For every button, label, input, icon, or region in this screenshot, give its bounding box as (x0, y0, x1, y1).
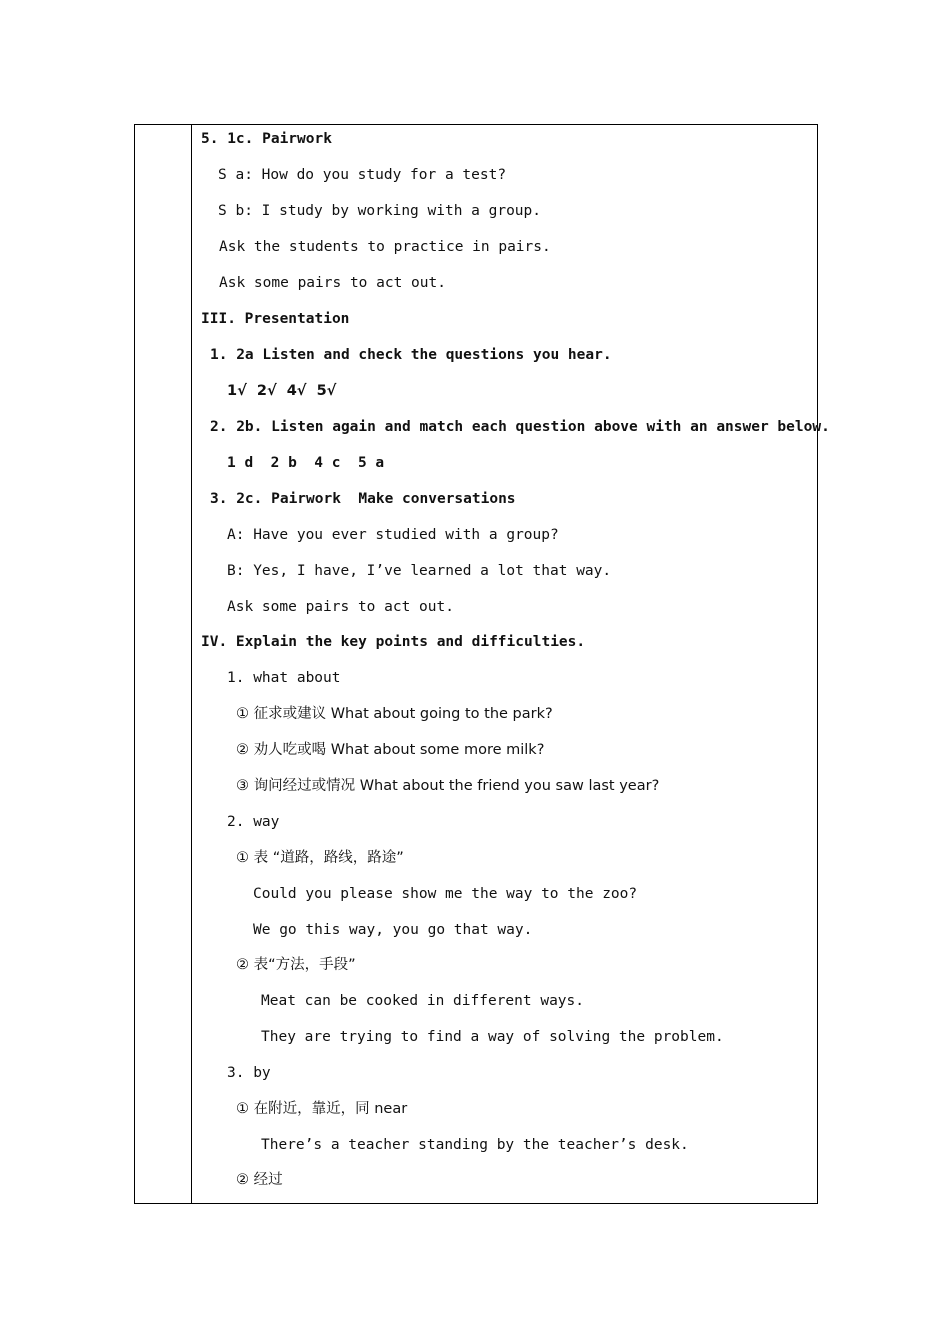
way-example-4: They are trying to find a way of solving the problem. (261, 1029, 724, 1045)
step-5-pairwork-heading: 5. 1c. Pairwork (201, 131, 332, 147)
what-about-usage-2: ② 劝人吃或喝 What about some more milk? (236, 742, 545, 758)
way-meaning-1: ① 表 “道路，路线，路途” (236, 850, 404, 866)
instruction-act-out: Ask some pairs to act out. (219, 275, 446, 291)
step-2b-heading: 2. 2b. Listen again and match each question above with an answer below. (210, 419, 830, 435)
step-2c-heading: 3. 2c. Pairwork Make conversations (210, 491, 516, 507)
by-example-1: There’s a teacher standing by the teacher’s desk. (261, 1137, 689, 1153)
point-3-by: 3. by (227, 1065, 271, 1081)
dialogue-sa: S a: How do you study for a test? (218, 167, 507, 183)
lesson-plan-table (134, 124, 830, 1204)
answers-2b: 1 d 2 b 4 c 5 a (227, 455, 385, 471)
point-1-what-about: 1. what about (227, 670, 341, 686)
dialogue-a: A: Have you ever studied with a group? (227, 527, 559, 543)
way-example-3: Meat can be cooked in different ways. (261, 993, 585, 1009)
point-2-way: 2. way (227, 814, 280, 830)
section-key-points-heading: IV. Explain the key points and difficulties. (201, 634, 586, 650)
section-presentation-heading: III. Presentation (201, 311, 350, 327)
dialogue-sb: S b: I study by working with a group. (218, 203, 542, 219)
way-meaning-2: ② 表“方法，手段” (236, 957, 356, 973)
by-meaning-2: ② 经过 (236, 1172, 283, 1188)
dialogue-b: B: Yes, I have, I’ve learned a lot that way. (227, 563, 612, 579)
way-example-2: We go this way, you go that way. (253, 922, 533, 938)
what-about-usage-3: ③ 询问经过或情况 What about the friend you saw last year? (236, 778, 660, 794)
what-about-usage-1: ① 征求或建议 What about going to the park? (236, 706, 553, 722)
instruction-practice: Ask the students to practice in pairs. (219, 239, 551, 255)
way-example-1: Could you please show me the way to the zoo? (253, 886, 638, 902)
content-cell (135, 125, 830, 1203)
step-2a-heading: 1. 2a Listen and check the questions you hear. (210, 347, 612, 363)
answers-2a: 1√ 2√ 4√ 5√ (227, 383, 337, 399)
instruction-act-out-2: Ask some pairs to act out. (227, 599, 454, 615)
by-meaning-1: ① 在附近，靠近，同 near (236, 1101, 408, 1117)
